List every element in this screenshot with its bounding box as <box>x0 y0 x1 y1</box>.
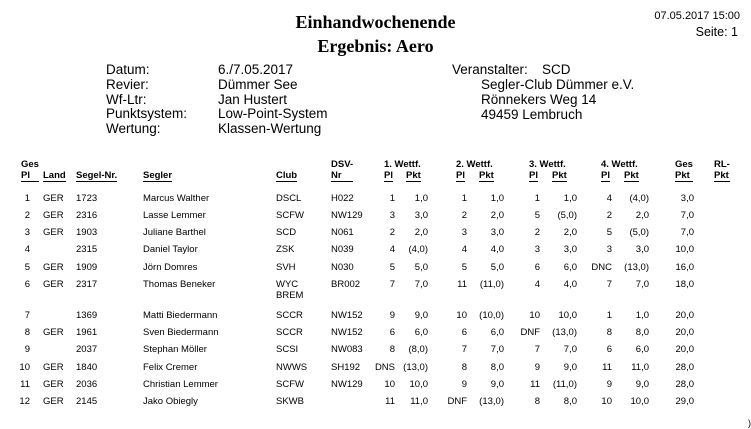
document-subtitle: Ergebnis: Aero <box>317 36 434 56</box>
cell-sail-number: 2145 <box>76 396 98 407</box>
cell-country: GER <box>43 379 64 390</box>
cell-sailor: Sven Biedermann <box>143 327 219 338</box>
cell-race-3-points: 7,0 <box>563 344 577 355</box>
cell-race-3-place: 5 <box>534 210 540 221</box>
cell-race-2-place: 5 <box>461 262 467 273</box>
meta-value: Dümmer See <box>218 76 298 92</box>
cell-dsv-number: N039 <box>331 244 354 255</box>
table-row <box>0 362 751 377</box>
cell-race-2-place: 10 <box>456 310 467 321</box>
table-row <box>0 396 751 411</box>
document-title: Einhandwochenende <box>295 12 456 32</box>
header-race-1: 1. Wettf. <box>384 159 421 170</box>
meta-value: Jan Hustert <box>218 91 288 107</box>
cell-club: SCSI <box>276 344 299 355</box>
cell-race-3-points: 3,0 <box>563 244 577 255</box>
cell-race-1-place: 1 <box>389 193 395 204</box>
cell-club: SCD <box>276 227 297 238</box>
cell-place: 10 <box>19 362 30 373</box>
cell-total-points: 16,0 <box>675 262 694 273</box>
cell-race-3-place: DNF <box>520 327 540 338</box>
cell-race-4-place: 7 <box>606 279 612 290</box>
header-race-4-pl: Pl <box>601 170 610 181</box>
header-segler: Segler <box>143 170 173 181</box>
cell-country: GER <box>43 362 64 373</box>
organizer-line: Segler-Club Dümmer e.V. <box>481 77 635 92</box>
cell-race-1-points: (8,0) <box>408 344 428 355</box>
cell-race-3-points: 2,0 <box>563 227 577 238</box>
cell-race-1-place: 2 <box>389 227 395 238</box>
organizer-line: Rönnekers Weg 14 <box>481 91 597 107</box>
cell-race-2-points: 9,0 <box>490 379 504 390</box>
cell-race-4-points: (5,0) <box>629 227 649 238</box>
table-row <box>0 193 751 208</box>
cell-race-2-points: (11,0) <box>479 279 504 290</box>
cell-race-2-points: 5,0 <box>490 262 504 273</box>
cell-race-4-place: 2 <box>606 210 612 221</box>
cell-dsv-number: N061 <box>331 227 354 238</box>
cell-race-1-place: 5 <box>389 262 395 273</box>
table-row <box>0 244 751 259</box>
cell-sail-number: 2316 <box>76 210 98 221</box>
cell-race-3-points: (13,0) <box>552 327 577 338</box>
cell-race-1-points: 5,0 <box>414 262 428 273</box>
cell-total-points: 20,0 <box>675 327 694 338</box>
cell-race-3-points: (5,0) <box>557 210 577 221</box>
organizer-value: SCD <box>542 62 571 77</box>
meta-label: Wertung: <box>106 121 161 137</box>
cell-race-1-place: 8 <box>389 344 395 355</box>
header-race-1-pkt: Pkt <box>406 170 421 181</box>
cell-sailor: Thomas Beneker <box>143 279 216 290</box>
cell-dsv-number: NW129 <box>331 210 363 221</box>
cell-dsv-number: N030 <box>331 262 354 273</box>
cell-dsv-number: NW152 <box>331 327 363 338</box>
cell-race-4-points: 6,0 <box>635 344 649 355</box>
cell-race-4-place: 8 <box>606 327 612 338</box>
cell-club: ZSK <box>276 244 295 255</box>
cell-total-points: 20,0 <box>675 310 694 321</box>
cell-sailor: Stephan Möller <box>143 344 207 355</box>
cell-race-2-points: 2,0 <box>490 210 504 221</box>
meta-value: 6./7.05.2017 <box>218 62 294 77</box>
cell-race-4-points: (4,0) <box>629 193 649 204</box>
cell-race-4-points: 8,0 <box>635 327 649 338</box>
cell-race-4-points: (13,0) <box>624 262 649 273</box>
header-race-2-pkt: Pkt <box>479 170 494 181</box>
cell-dsv-number: NW083 <box>331 344 363 355</box>
cell-race-3-points: 6,0 <box>563 262 577 273</box>
cell-race-2-place: 2 <box>461 210 467 221</box>
cell-sail-number: 1369 <box>76 310 98 321</box>
cell-race-2-points: (10,0) <box>479 310 504 321</box>
cell-race-2-place: 1 <box>461 193 467 204</box>
header-race-1-pl: Pl <box>384 170 393 181</box>
cell-dsv-number: H022 <box>331 193 354 204</box>
table-row <box>0 227 751 242</box>
cell-race-3-place: 7 <box>534 344 540 355</box>
cell-race-1-points: 6,0 <box>414 327 428 338</box>
cell-race-3-place: 9 <box>534 362 540 373</box>
cell-place: 5 <box>24 262 30 273</box>
cell-race-4-points: 11,0 <box>631 362 649 373</box>
cell-race-3-place: 8 <box>534 396 540 407</box>
organizer-line: 49459 Lembruch <box>481 106 583 122</box>
cell-country: GER <box>43 262 64 273</box>
cell-race-2-place: DNF <box>447 396 467 407</box>
cell-race-1-points: (4,0) <box>408 244 428 255</box>
cell-race-2-place: 6 <box>461 327 467 338</box>
cell-race-3-place: 4 <box>534 279 540 290</box>
cell-dsv-number: BR002 <box>331 279 361 290</box>
cell-country: GER <box>43 396 64 407</box>
cell-club-line-2: BREM <box>276 290 304 301</box>
cell-race-1-points: (13,0) <box>403 362 428 373</box>
cell-race-3-points: 8,0 <box>563 396 577 407</box>
cell-country: GER <box>43 279 64 290</box>
cell-sail-number: 1909 <box>76 262 98 273</box>
cell-place: 2 <box>24 210 30 221</box>
cell-sail-number: 1840 <box>76 362 98 373</box>
cell-sailor: Christian Lemmer <box>143 379 218 390</box>
cell-sailor: Marcus Walther <box>143 193 210 204</box>
cell-sail-number: 1723 <box>76 193 98 204</box>
cell-place: 6 <box>24 279 30 290</box>
cell-total-points: 28,0 <box>675 362 694 373</box>
cell-race-1-place: 10 <box>384 379 395 390</box>
cell-sailor: Juliane Barthel <box>143 227 206 238</box>
cell-place: 1 <box>24 193 30 204</box>
cell-total-points: 18,0 <box>675 279 694 290</box>
cell-race-4-place: DNC <box>591 262 612 273</box>
cell-race-1-points: 1,0 <box>414 193 428 204</box>
page-edge-mark: ) <box>748 418 751 428</box>
cell-race-1-points: 9,0 <box>414 310 428 321</box>
cell-race-1-place: 9 <box>389 310 395 321</box>
cell-race-1-points: 3,0 <box>414 210 428 221</box>
cell-race-3-place: 6 <box>534 262 540 273</box>
cell-sailor: Jako Obiegly <box>143 396 198 407</box>
table-row <box>0 327 751 342</box>
cell-race-2-points: 8,0 <box>490 362 504 373</box>
table-row <box>0 310 751 325</box>
cell-club: SCCR <box>276 327 303 338</box>
cell-place: 12 <box>19 396 30 407</box>
cell-sail-number: 2317 <box>76 279 98 290</box>
cell-race-2-points: 7,0 <box>490 344 504 355</box>
cell-club: SCCR <box>276 310 303 321</box>
meta-labels <box>106 63 187 137</box>
cell-sailor: Daniel Taylor <box>143 244 198 255</box>
header-ges-pkt: Ges Pkt <box>675 159 693 181</box>
cell-dsv-number: NW152 <box>331 310 363 321</box>
cell-race-4-place: 9 <box>606 379 612 390</box>
cell-total-points: 28,0 <box>675 379 694 390</box>
meta-value: Klassen-Wertung <box>218 121 322 137</box>
cell-race-4-points: 3,0 <box>635 244 649 255</box>
cell-race-2-place: 8 <box>461 362 467 373</box>
cell-race-4-place: 5 <box>606 227 612 238</box>
cell-race-1-place: 3 <box>389 210 395 221</box>
meta-values <box>218 63 328 137</box>
organizer-label: Veranstalter: <box>452 62 528 77</box>
cell-race-4-place: 1 <box>606 310 612 321</box>
cell-race-1-points: 2,0 <box>414 227 428 238</box>
cell-place: 11 <box>20 379 30 390</box>
cell-country: GER <box>43 193 64 204</box>
cell-race-4-points: 1,0 <box>635 310 649 321</box>
cell-race-2-points: 3,0 <box>490 227 504 238</box>
header-rl-pkt: RL- Pkt <box>714 159 730 181</box>
cell-race-2-points: (13,0) <box>479 396 504 407</box>
cell-total-points: 7,0 <box>680 210 694 221</box>
cell-race-3-place: 3 <box>534 244 540 255</box>
header-race-4: 4. Wettf. <box>601 159 638 170</box>
cell-country: GER <box>43 327 64 338</box>
cell-race-3-place: 2 <box>534 227 540 238</box>
cell-race-2-points: 6,0 <box>490 327 504 338</box>
cell-race-2-place: 9 <box>461 379 467 390</box>
cell-sailor: Jörn Domres <box>143 262 198 273</box>
cell-race-2-points: 4,0 <box>490 244 504 255</box>
table-row <box>0 210 751 225</box>
cell-club: DSCL <box>276 193 302 204</box>
cell-race-3-points: (11,0) <box>552 379 577 390</box>
cell-place: 3 <box>24 227 30 238</box>
cell-place: 4 <box>24 244 30 255</box>
cell-race-3-place: 11 <box>530 379 540 390</box>
cell-race-4-place: 4 <box>606 193 612 204</box>
cell-race-2-place: 7 <box>461 344 467 355</box>
cell-race-3-place: 1 <box>534 193 540 204</box>
cell-race-1-place: DNS <box>374 362 395 373</box>
cell-club: SKWB <box>276 396 304 407</box>
cell-race-1-points: 10,0 <box>409 379 428 390</box>
cell-total-points: 20,0 <box>675 344 694 355</box>
meta-label: Datum: <box>106 62 150 77</box>
cell-club: WYC <box>276 279 299 290</box>
cell-race-4-points: 7,0 <box>635 279 649 290</box>
table-row <box>0 262 751 277</box>
header-race-2: 2. Wettf. <box>456 159 493 170</box>
header-land: Land <box>43 170 66 181</box>
cell-race-3-points: 1,0 <box>563 193 577 204</box>
cell-sail-number: 2036 <box>76 379 98 390</box>
cell-race-4-points: 10,0 <box>630 396 649 407</box>
page-number: Seite: 1 <box>695 25 738 39</box>
cell-country: GER <box>43 227 64 238</box>
cell-place: 9 <box>24 344 30 355</box>
header-race-2-pl: Pl <box>456 170 465 181</box>
cell-race-3-points: 9,0 <box>563 362 577 373</box>
cell-dsv-number: NW129 <box>331 379 363 390</box>
header-ges-pl: Ges Pl <box>21 159 39 181</box>
cell-race-4-place: 10 <box>601 396 612 407</box>
cell-total-points: 10,0 <box>675 244 694 255</box>
cell-sail-number: 2037 <box>76 344 98 355</box>
print-datetime: 07.05.2017 15:00 <box>654 10 740 22</box>
cell-place: 8 <box>24 327 30 338</box>
cell-race-4-place: 11 <box>602 362 612 373</box>
cell-race-2-place: 4 <box>461 244 467 255</box>
cell-race-1-points: 11,0 <box>410 396 428 407</box>
cell-race-1-place: 7 <box>389 279 395 290</box>
cell-race-2-place: 3 <box>461 227 467 238</box>
header-segel-nr: Segel-Nr. <box>76 170 118 181</box>
cell-total-points: 7,0 <box>680 227 694 238</box>
cell-sail-number: 2315 <box>76 244 98 255</box>
cell-race-2-place: 11 <box>457 279 467 290</box>
header-race-3-pl: Pl <box>529 170 538 181</box>
cell-sail-number: 1961 <box>76 327 98 338</box>
cell-race-4-points: 2,0 <box>635 210 649 221</box>
header-dsv-nr: DSV- Nr <box>331 159 354 181</box>
header-club: Club <box>276 170 298 181</box>
cell-race-3-place: 10 <box>529 310 540 321</box>
header-race-3-pkt: Pkt <box>552 170 567 181</box>
organizer-address <box>481 78 634 122</box>
cell-race-4-place: 6 <box>606 344 612 355</box>
cell-race-4-place: 3 <box>606 244 612 255</box>
meta-label: Revier: <box>106 76 149 92</box>
cell-race-1-place: 4 <box>389 244 395 255</box>
cell-race-1-points: 7,0 <box>414 279 428 290</box>
cell-race-4-points: 9,0 <box>635 379 649 390</box>
table-row <box>0 379 751 394</box>
meta-label: Wf-Ltr: <box>106 91 147 107</box>
cell-club: SVH <box>276 262 296 273</box>
cell-total-points: 29,0 <box>675 396 694 407</box>
cell-sail-number: 1903 <box>76 227 98 238</box>
cell-race-3-points: 10,0 <box>558 310 577 321</box>
cell-club: SCFW <box>276 379 304 390</box>
cell-country: GER <box>43 210 64 221</box>
table-row <box>0 279 751 301</box>
cell-total-points: 3,0 <box>680 193 694 204</box>
cell-sailor: Lasse Lemmer <box>143 210 206 221</box>
cell-sailor: Matti Biedermann <box>143 310 218 321</box>
header-race-4-pkt: Pkt <box>624 170 639 181</box>
cell-race-3-points: 4,0 <box>563 279 577 290</box>
header-race-3: 3. Wettf. <box>529 159 566 170</box>
meta-value: Low-Point-System <box>218 106 328 122</box>
cell-race-2-points: 1,0 <box>490 193 504 204</box>
cell-sailor: Felix Cremer <box>143 362 198 373</box>
table-row <box>0 344 751 359</box>
cell-place: 7 <box>24 310 30 321</box>
cell-club: SCFW <box>276 210 304 221</box>
cell-dsv-number: SH192 <box>331 362 361 373</box>
cell-race-1-place: 11 <box>385 396 395 407</box>
cell-race-1-place: 6 <box>389 327 395 338</box>
cell-club: NWWS <box>276 362 308 373</box>
meta-label: Punktsystem: <box>106 106 188 122</box>
